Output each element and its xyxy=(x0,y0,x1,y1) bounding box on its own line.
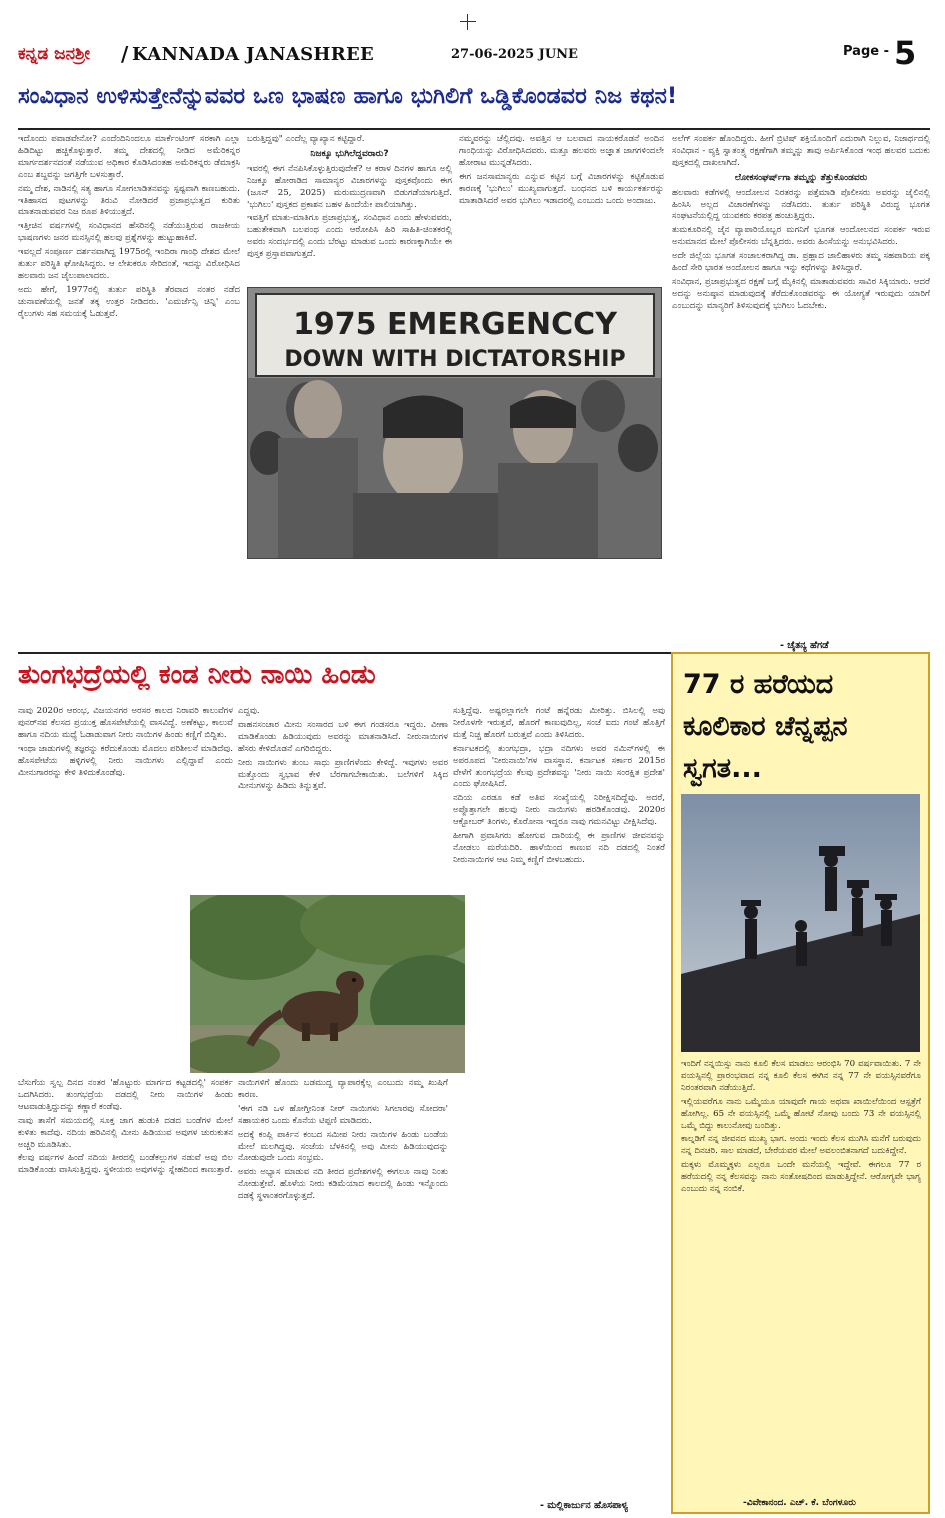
article2-column-1-lower xyxy=(18,1078,233,1498)
paragraph: ನೀರು ನಾಯಿಗಳು ತುಂಬ ಸಾಧು ಪ್ರಾಣಿಗಳೆಂದು ಕೇಳಿದ್ದೆ. ಇವುಗಳು ಅವರ ಮತ್ತೊಂದು ಸ್ವಭಾವ ಕೇಳಿ ಬೆರಗಾಗಬೇಕಾಯಿತು. ಬಲೆಗಳಿಗೆ ಸಿಕ್ಕಿದ ಮೀನುಗಳನ್ನು ಹಿಡಿದು ತಿನ್ನುತ್ತವೆ. xyxy=(238,757,448,792)
paragraph: ಕಾಲ್ನಡಿಗೆ ನನ್ನ ಜೀವನದ ಮುಖ್ಯ ಭಾಗ. ಅಂದು ಇಂದು ಕೆಲಸ ಮುಗಿಸಿ ಮನೆಗೆ ಬರುವುದು ನನ್ನ ದಿನಚರಿ. ಸಾಲ ಮಾಡದೆ, ಬೇರೆಯವರ ಮೇಲೆ ಅವಲಂಬಿತನಾಗದೆ ಬದುಕಿದ್ದೇನೆ. xyxy=(681,1134,921,1157)
article1-column-1 xyxy=(18,134,240,648)
paragraph: ತುಮಕೂರಿನಲ್ಲಿ ಜೈನ ವ್ಯಾಪಾರಿಯೊಬ್ಬರ ಮಗನಿಗೆ ಭೂಗತ ಆಂದೋಲನದ ಸಂಪರ್ಕ ಇರುವ ಅನುಮಾನದ ಮೇಲೆ ಪೊಲೀಸರು ಬೆನ್ನತ್ತಿದರು. ಅವರು ಹಿಂಸೆಯನ್ನು ಅನುಭವಿಸಿದರು. xyxy=(672,225,930,248)
paragraph: ಬೆಸುಗೆಯ ಸ್ವಲ್ಪ ದಿನದ ನಂತರ 'ಹೊಟ್ಟುರು ಮಾರ್ಗದ ಕಟ್ಟಡದಲ್ಲಿ' ಸಂಪರ್ಕ ಒದಗಿಸಿದರು. ತುಂಗಭದ್ರೆಯ ದಡದಲ್ಲಿ ನೀರು ನಾಯಿಗಳ ಹಿಂಡು ಆಟವಾಡುತ್ತಿದ್ದುದನ್ನು ಕಣ್ಣಾರೆ ಕಂಡೆವು. xyxy=(18,1078,233,1112)
article2-column-2 xyxy=(238,706,448,891)
masthead-kannada-title: ಕನ್ನಡ ಜನಶ್ರೀ xyxy=(18,44,90,64)
article2-column-1 xyxy=(18,706,233,891)
workers-silhouette-illustration xyxy=(681,794,920,1052)
emergency-protest-photo xyxy=(247,287,662,559)
paragraph: ಇಲ್ಲಿಯವರೆಗೂ ನಾನು ಒಮ್ಮೆಯೂ ಯಾವುದೇ ಗಾಯ ಅಥವಾ ಖಾಯಿಲೆಯಿಂದ ಆಸ್ಪತ್ರೆಗೆ ಹೋಗಿಲ್ಲ. 65 ನೇ ವಯಸ್ಸಿನಲ್ಲಿ ಒಮ್ಮೆ ಹೋಟೆ ನೋವು ಬಂದು 73 ನೇ ವಯಸ್ಸಿನಲ್ಲಿ ಒಮ್ಮೆ ಬಿದ್ದು ಕಾಲುನೋವು ಬಂದಿತ್ತು. xyxy=(681,1096,921,1131)
paragraph: ಎದ್ದವು. xyxy=(238,706,260,716)
paragraph: ಇತ್ತೀಚಿನ ವರ್ಷಗಳಲ್ಲಿ ಸಂವಿಧಾನದ ಹೆಸರಿನಲ್ಲಿ ನಡೆಯುತ್ತಿರುವ ರಾಜಕೀಯ ಭಾಷಣಗಳು ಜನರ ಮನಸ್ಸಿನಲ್ಲಿ ಹಲವು ಪ್ರಶ್ನೆಗಳನ್ನು ಹುಟ್ಟುಹಾಕಿವೆ. xyxy=(18,221,240,244)
paragraph: ನಾವು 2020ರ ಆರಂಭ, ವಿಜಯನಗರ ಅರಸರ ಕಾಲದ ನಿರಾವರಿ ಕಾಲುವೆಗಳ ಪುನರ್‌ನವ ಕೆಲಸದ ಪ್ರಯುಕ್ತ ಹೊಸಪೇಟೆಯಲ್ಲಿ ವಾಸವಿದ್ದೆ. ಅಣೆಕಟ್ಟು, ಕಾಲುವೆ ಹಾಗೂ ನದಿಯ ಮಧ್ಯೆ ಓಡಾಡುವಾಗ ನೀರು ನಾಯಿಗಳ ಹಿಂಡು ಕಣ್ಣಿಗೆ ಬಿದ್ದಿತು. xyxy=(18,706,233,740)
paragraph: ಇಂಥಾ ಜಾಡುಗಳಲ್ಲಿ ತಜ್ಞರನ್ನು ಕರೆದುಕೊಂಡು ಮೊದಲು ಪರಿಶೀಲನೆ ಮಾಡಿದೆವು. ಹೊಸಪೇಟೆಯ ಹಳ್ಳಿಗಳಲ್ಲಿ ನೀರು ನಾಯಿಗಳು ಎಲ್ಲಿದ್ದಾವೆ ಎಂದು ಮೀನುಗಾರರನ್ನು ಕೇಳಿ ತಿಳಿದುಕೊಂಡೆವು. xyxy=(18,743,233,778)
subheading: ಲೋಕಸಂಘರ್ಷ್‌ಗಾ ತಮ್ಮನ್ನು ತೆತ್ತುಕೊಂಡವರು xyxy=(734,172,868,183)
article1-column-3 xyxy=(459,134,664,284)
article2-headline: ತುಂಗಭದ್ರೆಯಲ್ಲಿ ಕಂಡ ನೀರು ನಾಯಿ ಹಿಂಡು xyxy=(18,660,376,690)
page-label: Page - xyxy=(843,44,889,59)
article2-byline: - ಮಲ್ಲಿಕಾರ್ಜುನ ಹೊಸಪಾಳ್ಯ xyxy=(540,1500,628,1511)
paragraph: ಹಲವಾರು ಕಡೆಗಳಲ್ಲಿ ಆಂದೋಲನ ನಿರತರನ್ನು ಪತ್ತೆಮಾಡಿ ಪೊಲೀಸರು ಅವರನ್ನು ಜೈಲಿನಲ್ಲಿ ಹಿಂಸಿಸಿ ಅಲ್ಲದ ವಿಚಾರಣೆಗಳನ್ನು ನಡೆಸಿದರು. ತುರ್ತು ಪರಿಸ್ಥಿತಿ ವಿರುದ್ಧ ಭೂಗತ ಸಂಘಟನೆಯಲ್ಲಿದ್ದ ಯುವಕರು ಕರಪತ್ರ ಹಂಚುತ್ತಿದ್ದರು. xyxy=(672,187,930,222)
issue-date: 27-06-2025 JUNE xyxy=(451,47,578,62)
masthead-separator: / xyxy=(121,42,129,66)
page-number: 5 xyxy=(894,34,917,72)
sidebar-box xyxy=(671,652,930,1514)
article2-column-3 xyxy=(453,706,665,1496)
paragraph: ಬರುತ್ತಿದ್ದವು" ಎಂದೆಲ್ಲ ವ್ಯಾಖ್ಯಾನ ಕಟ್ಟಿದ್ದಾರೆ. xyxy=(247,134,365,144)
paragraph: ವಾಹನಸಂಚಾರ ಮೀನು ಸಂಸಾರದ ಬಳಿ ಈಗ ಗಂಡಸರೂ ಇದ್ದರು. ವೀಣಾ ಮಾಡಿಕೊಂಡು ಹಿಡಿಯುವುದು ಅವರನ್ನು ಮಾತನಾಡಿಸಿದೆ. ನೀರುನಾಯಿಗಳ ಹೆಸರು ಕೇಳಿದೊಡನೆ ಎಗರಿಬಿದ್ದರು. xyxy=(238,719,448,754)
masthead-english-title: KANNADA JANASHREE xyxy=(132,44,375,65)
paragraph: ಸುತ್ತಿದ್ದೆವು. ಅಷ್ಟರಲ್ಲಾಗಲೇ ಗಂಟೆ ಹನ್ನೆರಡು ಮೀರಿತ್ತು. ಬಿಸಿಲಲ್ಲಿ ಅವು ನೀರೊಳಗೇ ಇರುತ್ತವೆ, ಹೊರಗೆ ಕಾಣುವುದಿಲ್ಲ, ಸಂಜೆ ಐದು ಗಂಟೆ ಹೊತ್ತಿಗೆ ಮತ್ತೆ ನಿಚ್ಚ ಹೊರಗೆ ಬರುತ್ತವೆ ಎಂದು ತಿಳಿಸಿದರು. xyxy=(453,706,665,740)
paragraph: ಕೆಲವು ವರ್ಷಗಳ ಹಿಂದೆ ನದಿಯ ತೀರದಲ್ಲಿ ಬಂಡೆಕಲ್ಲುಗಳ ನಡುವೆ ಅವು ಬಿಲ ಮಾಡಿಕೊಂಡು ವಾಸಿಸುತ್ತಿದ್ದವು. ಸ್ಥಳೀಯರು ಅವುಗಳನ್ನು ಸ್ನೇಹದಿಂದ ಕಾಣುತ್ತಾರೆ. xyxy=(18,1153,233,1176)
sidebar-byline: -ವಿವೇಕಾನಂದ. ಎಚ್. ಕೆ. ಬೆಂಗಳೂರು xyxy=(743,1498,856,1508)
article2-column-2-lower xyxy=(238,1078,448,1498)
paragraph: ಕರ್ನಾಟಕದಲ್ಲಿ ತುಂಗಭದ್ರಾ, ಭದ್ರಾ ನದಿಗಳು ಅವರ ನಮಿನ್‌ಗಳಲ್ಲಿ ಈ ಅಪರೂಪದ 'ನೀರುನಾಯಿ'ಗಳ ವಾಸಸ್ಥಾನ. ಕರ್ನಾಟಕ ಸರ್ಕಾರ 2015ರ ವೇಳೆಗೆ ತುಂಗಭದ್ರೆಯ ಕೆಲವು ಪ್ರದೇಶವನ್ನು 'ನೀರು ನಾಯಿ ಸಂರಕ್ಷಿತ ಪ್ರದೇಶ' ಎಂದು ಘೋಷಿಸಿದೆ. xyxy=(453,743,665,790)
paragraph: ನಾಯಿಗಳಿಗೆ ಹೊಂದು ಬಡಮುದ್ದ ವ್ಯಾಪಾರಕ್ಕೆಲ್ಲ ಎಂಬುದು ನಮ್ಮ ಖುಷಿಗೆ ಕಾರಣ. xyxy=(238,1078,448,1100)
paragraph: ಅದು ಹೇಗೆ, 1977ರಲ್ಲಿ ತುರ್ತು ಪರಿಸ್ಥಿತಿ ತೆರವಾದ ನಂತರ ನಡೆದ ಚುನಾವಣೆಯಲ್ಲಿ ಜನತೆ ತಕ್ಕ ಉತ್ತರ ನೀಡಿದರು. 'ಎಮರ್ಜೆನ್ಸಿ ಚಿನ್ನಿ' ಎಂಬ ರೈಲುಗಳು ಸಹ ಸಮಯಕ್ಕೆ ಓಡುತ್ತವೆ. xyxy=(18,284,240,319)
registration-mark xyxy=(460,14,476,30)
article1-byline: - ಚೈತನ್ಯ ಹೆಗಡೆ xyxy=(780,640,829,651)
paragraph: ಈಗ ಜನಸಾಮಾನ್ಯರು ಎನ್ನುವ ಕಟ್ಟಿನ ಬಗ್ಗೆ ವಿಚಾರಗಳನ್ನು ಕಟ್ಟಿಕೊಡುವ ಕಾರಣಕ್ಕೆ 'ಭುಗಿಲು' ಮುಖ್ಯವಾಗುತ್ತದೆ. ಬಂಧನದ ಬಳಿ ಕಾರ್ಯಕರ್ತರನ್ನು ಮಾತಾಡಿಸಿದರೆ ಅವರ ಭುಗಿಲು ಇಡಾದರಲ್ಲಿ ಎಂಬುದು ಒಂದು ಅಂದಾಜು. xyxy=(459,171,664,206)
paragraph: ಇದೊಂದು ಪವಾಡವೇನೋ? ಎಂದೆಂದಿನಿಂದಲೂ ಮಾರ್ಕೆಂಟಿಂಗ್ ಸರಕಾಗಿ ಎಲ್ಲಾ ಹಿಡಿದಿಟ್ಟು ಹಚ್ಚಿಕೊಳ್ಳುತ್ತಾರೆ. ತಮ್ಮ ದೇಶದಲ್ಲಿ ನೀಡಿದ ಅಮೆರಿಕನ್ನರ ಮಾರ್ಗದರ್ಶನದಂತೆ ನಡೆಯುವ ಅಧಿಕಾರ ಕೊಡಿಸಿದಂತಹ ಅಮೆರಿಕನ್ನರು ಡೆಮಾಕ್ರಸಿ ಎಂಬ ಶಬ್ದವನ್ನು ಜಗತ್ತಿಗೇ ಬಳಸುತ್ತಾರೆ. xyxy=(18,134,240,180)
paragraph: ನಮ್ಮ ದೇಶ, ನಾಡಿನಲ್ಲಿ ಸತ್ಯ ಹಾಗೂ ಸೋಗಲಾಡಿತನವನ್ನು ಸ್ಪಷ್ಟವಾಗಿ ಕಾಣಬಹುದು. ಇತಿಹಾಸದ ಪುಟಗಳನ್ನು ತಿರುವಿ ನೋಡಿದರೆ ಪ್ರಜಾಪ್ರಭುತ್ವದ ಕುರಿತು ಮಾತನಾಡುವವರ ನಿಜ ರೂಪ ತಿಳಿಯುತ್ತದೆ. xyxy=(18,183,240,218)
paragraph: ಹೀಗಾಗಿ ಪ್ರವಾಸಿಗರು ಹೋಗುವ ದಾರಿಯಲ್ಲಿ ಈ ಪ್ರಾಣಿಗಳ ಜೀವನವನ್ನು ನೋಡಲು ಮರೆಯದಿರಿ. ಹಾಳೆಯಿಂದ ಕಾಣುವ ನದಿ ದಡದಲ್ಲಿ ನಿಂತರೆ ನೀರುನಾಯಿಗಳ ಆಟ ನಿಮ್ಮ ಕಣ್ಣಿಗೆ ಬೀಳಬಹುದು. xyxy=(453,831,665,865)
otter-illustration xyxy=(190,895,465,1073)
paragraph: ಅವರು ಅಭ್ಯಾಸ ಮಾಡುವ ನದಿ ತೀರದ ಪ್ರದೇಶಗಳಲ್ಲಿ ಈಗಲೂ ನಾವು ನಿಂತು ನೋಡುತ್ತೇವೆ. ಹೊಳೆಯ ನೀರು ಕಡಿಮೆಯಾದ ಕಾಲದಲ್ಲಿ ಹಿಂಡು ಇನ್ನೊಂದು ದಡಕ್ಕೆ ಸ್ಥಳಾಂತರಗೊಳ್ಳುತ್ತದೆ. xyxy=(238,1167,448,1202)
paragraph: ಇವರಲ್ಲಿ ಈಗ ನೆನಪಿಸಿಕೊಳ್ಳುತ್ತಿರುವುದೇಕೆ? ಆ ಕರಾಳ ದಿನಗಳ ಹಾಗೂ ಅಲ್ಲಿ ನಿಜಕ್ಕೂ ಹೋರಾಡಿದ ಸಾಮಾನ್ಯರ ವಿಚಾರಗಳನ್ನು ಪುಸ್ತಕವೊಂದು ಈಗ (ಜೂನ್ 25, 2025) ಮರುಮುದ್ರಣವಾಗಿ ಬಿಡುಗಡೆಯಾಗುತ್ತಿದೆ. 'ಭುಗಿಲು' ಪುಸ್ತಕದ ಪ್ರಕಾಶನ ಬಹಳ ಹಿಂದೆಯೇ ಪಾಲಿಯಾಗಿತ್ತು. xyxy=(247,163,452,210)
paragraph: ನಮ್ಮವರನ್ನು ಚೆಲ್ಲಿದವು. ಅವತ್ತಿನ ಆ ಬಲವಾದ ನಾಯಕರೊಡನೆ ಅಂದಿನ ಗಾಂಧಿಯನ್ನು ವಿರೋಧಿಸಿದವರು. ಮತ್ತೂ ಹಲವರು ಅಜ್ಞಾತ ಜಾಗಗಳಿಂದಲೇ ಹೋರಾಟ ಮುನ್ನಡೆಸಿದರು. xyxy=(459,134,664,168)
paragraph: ನದಿಯ ಎರಡೂ ಕಡೆ ಅತಿವ ಸಂಖ್ಯೆಯಲ್ಲಿ ನಿರೀಕ್ಷಿಸದಿದ್ದೆವು. ಅದರೆ, ಅಪ್ಪೊತ್ತಾಗಲೇ ಹಲವು ನೀರು ನಾಯಿಗಳು ಹರಡಿಕೊಂಡವು. 2020ರ ಆಕ್ಟೋಬರ್ ತಿಂಗಳು, ಕೊರೋನಾ ಇದ್ದರೂ ನಾವು ಗಮನವಿಟ್ಟು ವೀಕ್ಷಿಸಿದೆವು. xyxy=(453,793,665,828)
article1-column-4 xyxy=(672,134,930,634)
emergency-protest-illustration xyxy=(248,288,662,559)
article1-headline: ಸಂವಿಧಾನ ಉಳಿಸುತ್ತೇನೆನ್ನುವವರ ಒಣ ಭಾಷಣ ಹಾಗೂ ಭುಗಿಲಿಗೆ ಒಡ್ಡಿಕೊಂಡವರ ನಿಜ ಕಥನ! xyxy=(18,84,678,109)
banner-line-1: 1975 EMERGENCCY xyxy=(293,307,617,342)
paragraph: ಇವಲ್ಲದೆ ಸಂಪೂರ್ಣ ದರ್ಶನವಾಗಿದ್ದ 1975ರಲ್ಲಿ ಇಂದಿರಾ ಗಾಂಧಿ ದೇಶದ ಮೇಲೆ ತುರ್ತು ಪರಿಸ್ಥಿತಿ ಘೋಷಿಸಿದ್ದರು. ಆ ಲೇಖಕರೂ ಸೇರಿದಂತೆ, ಇದನ್ನು ವಿರೋಧಿಸಿದ ಹಲವಾರು ಜನ ಜೈಲುಪಾಲಾದರು. xyxy=(18,247,240,281)
paragraph: ಅಲೆಗ್ ಸಂಪರ್ಕ ಹೊಂದಿದ್ದರು. ಹೀಗೆ ಬ್ರಿಟಿಷ್ ಶಕ್ತಿಯೊಂದಿಗೆ ಎದುರಾಗಿ ನಿಲ್ಲುವ, ನಿಜಾರ್ಥದಲ್ಲಿ ಸಂವಿಧಾನ - ವ್ಯಕ್ತಿ ಸ್ವಾತಂತ್ರ್ಯ ರಕ್ಷಣೆಗಾಗಿ ತಮ್ಮನ್ನು ತಾವು ಅರ್ಪಿಸಿಕೊಂಡ ಇಂಥ ಹಲವರ ಬದುಕು ಪುಸ್ತಕದಲ್ಲಿ ದಾಖಲಾಗಿದೆ. xyxy=(672,134,930,168)
paragraph: ಇಂದಿಗೆ ನನ್ನಯಿಸ್ಸು ನಾನು ಕೂಲಿ ಕೆಲಸ ಮಾಡಲು ಆರಂಭಿಸಿ 70 ವರ್ಷವಾಯಿತು. 7 ನೇ ವಯಸ್ಸಿನಲ್ಲಿ ಪ್ರಾರಂಭವಾದ ನನ್ನ ಕೂಲಿ ಕೆಲಸ ಈಗಿನ ನನ್ನ 77 ನೇ ವಯಸ್ಸಿನವರೆಗೂ ನಿರಂತರವಾಗಿ ನಡೆಯುತ್ತಿದೆ. xyxy=(681,1059,921,1093)
subheading: ನಿಜಕ್ಕೂ ಭುಗಿಲೆದ್ದವರಾರು? xyxy=(310,148,389,159)
paragraph: ಇವತ್ತಿಗೆ ಮಾತು-ಮಾತಿಗೂ ಪ್ರಜಾಪ್ರಭುತ್ವ, ಸಂವಿಧಾನ ಎಂದು ಹೇಳುವವರು, ಬಹುತೇಕವಾಗಿ ಬಲಪಂಥ ಎಂದು ಆರೋಪಿಸಿ ಹಿರಿ ಸಾಹಿತಿ-ಚಿಂತಕರಲ್ಲಿ ಅವರು ಸಂದರ್ಭದಲ್ಲಿ ಎಂದು ಬೆರಟ್ಟು ಮಾಡುವ ಒಂದು ಕಾರಣಕ್ಕಾಗಿಯೇ ಈ ಪುಸ್ತಕ ಪ್ರಸ್ತಾಪವಾಗುತ್ತದೆ. xyxy=(247,213,452,260)
masthead xyxy=(18,34,930,76)
paragraph: 'ಈಗ ನಡಿ ಒಳ ಹೋಗ್ತೀನಿಂತ ನೀರ್ ನಾಯಿಗಳು ಸಿಗಲಾರವು ಸೋದರಾ' ಸಹಾಯಕರ ಒಂದು ಕೊನೆಯ ಟಿಪ್ಪಣಿ ಮಾಡಿದರು. xyxy=(238,1103,448,1126)
article1-column-2 xyxy=(247,134,452,284)
otter-photo xyxy=(190,895,465,1073)
paragraph: ಅದಕ್ಕೆ ಕಂಪ್ಲಿ ಪಾರ್ಕಿನ ಕಂಬದ ಸಮೀಪ ನೀರು ನಾಯಿಗಳ ಹಿಂಡು ಬಂಡೆಯ ಮೇಲೆ ಮಲಗಿದ್ದವು. ಸಂಜೆಯ ಬೆಳಕಿನಲ್ಲಿ ಅವು ಮೀನು ಹಿಡಿಯುವುದನ್ನು ನೋಡುವುದೇ ಒಂದು ಸಂಭ್ರಮ. xyxy=(238,1129,448,1164)
workers-silhouette-photo xyxy=(681,794,920,1052)
paragraph: ನಾವು ತಾಸೆಗೆ ಸಮಯದಲ್ಲಿ ಸೂಕ್ತ ಜಾಗ ಹುಡುಕಿ ದಡದ ಬಂಡೆಗಳ ಮೇಲೆ ಕುಳಿತು ಕಾದೆವು. ನದಿಯ ಹರಿವಿನಲ್ಲಿ ಮೀನು ಹಿಡಿಯುವ ಅವುಗಳ ಚುರುಕುತನ ಅಚ್ಚರಿ ಮೂಡಿಸಿತು. xyxy=(18,1115,233,1150)
paragraph: ಅದೇ ಜಿಲ್ಲೆಯ ಭೂಗತ ಸಂಚಾಲಕರಾಗಿದ್ದ ಡಾ. ಪ್ರಹ್ಲಾದ ಜಾಲಿಹಾಳರು ತಮ್ಮ ಸಹಪಾಠಿಯ ಪಕ್ಕ ಹಿಂದೆ ಸೇರಿ ಭಾರತ ಅಂದೋಲನ ಹಾಗೂ ಇನ್ನು ಕಥೆಗಳನ್ನು ತಿಳಿಸಿದ್ದಾರೆ. xyxy=(672,251,930,274)
sidebar-text xyxy=(681,1059,921,1499)
paragraph: ಸಂವಿಧಾನ, ಪ್ರಜಾಪ್ರಭುತ್ವದ ರಕ್ಷಣೆ ಬಗ್ಗೆ ಮೈಕಿನಲ್ಲಿ ಮಾತಾಡುವವರು ಸಾವಿರ ಸಿಕ್ಕಿಯಾರು. ಆದರೆ ಅದನ್ನು ಅನುಷ್ಠಾನ ಮಾಡುವುದಕ್ಕೆ ತೆರೆದುಕೊಂಡವರನ್ನು ಈ ಯೋಗ್ಯತೆ ಇರುವುದು ಯಾರಿಗೆ ಎಂಬುದನ್ನು ಮಾನ್ಯರಿಗೆ ತಿಳಿಸುವುದಕ್ಕೆ ಭುಗಿಲು ಓದಬೇಕು. xyxy=(672,276,930,311)
paragraph: ಮಕ್ಕಳು ಮೊಮ್ಮಕ್ಕಳು ಎಲ್ಲರೂ ಒಂದೇ ಮನೆಯಲ್ಲಿ ಇದ್ದೇವೆ. ಈಗಲೂ 77 ರ ಹರೆಯದಲ್ಲಿ ನನ್ನ ಕೆಲಸವನ್ನು ನಾನು ಸಂತೋಷದಿಂದ ಮಾಡುತ್ತಿದ್ದೇನೆ. ಆರೋಗ್ಯವೇ ಭಾಗ್ಯ ಎಂಬುದು ನನ್ನ ನಂಬಿಕೆ. xyxy=(681,1160,921,1195)
sidebar-title: 77 ರ ಹರೆಯದ ಕೂಲಿಕಾರ ಚೆನ್ನಪ್ಪನ ಸ್ವಗತ... xyxy=(683,669,848,784)
headline-divider xyxy=(18,128,930,130)
banner-line-2: DOWN WITH DICTATORSHIP xyxy=(284,347,626,372)
